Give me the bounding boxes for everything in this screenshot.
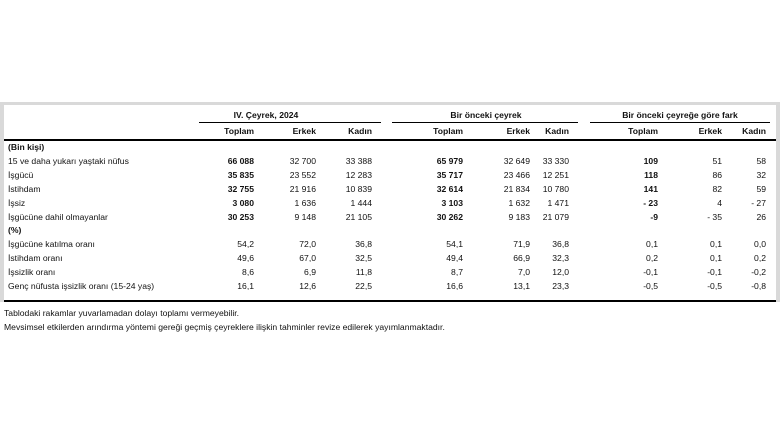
table-cell: 8,6 <box>242 267 254 277</box>
table-cell: 32 614 <box>436 184 463 194</box>
table-cell: -0,1 <box>707 267 722 277</box>
table-cell: 49,6 <box>237 253 254 263</box>
table-cell: 16,1 <box>237 281 254 291</box>
table-cell: 10 839 <box>345 184 372 194</box>
row-label: İşgücü <box>8 170 34 180</box>
row-label: İşsiz <box>8 198 26 208</box>
table-cell: 6,9 <box>304 267 316 277</box>
table-cell: 1 471 <box>547 198 569 208</box>
subheader-male-3: Erkek <box>698 126 722 136</box>
table-cell: 32,5 <box>355 253 372 263</box>
table-cell: - 35 <box>707 212 722 222</box>
subheader-male-1: Erkek <box>292 126 316 136</box>
table-cell: 1 444 <box>350 198 372 208</box>
table-cell: - 23 <box>643 198 658 208</box>
table-cell: -0,5 <box>707 281 722 291</box>
table-cell: 26 <box>756 212 766 222</box>
table-cell: 66 088 <box>227 156 254 166</box>
table-cell: 141 <box>643 184 658 194</box>
table-cell: 1 636 <box>294 198 316 208</box>
subheader-female-1: Kadın <box>348 126 372 136</box>
row-label: 15 ve daha yukarı yaştaki nüfus <box>8 156 129 166</box>
table-cell: 32 649 <box>503 156 530 166</box>
group-underline-previous <box>392 122 578 123</box>
left-band <box>0 102 4 302</box>
table-cell: 22,5 <box>355 281 372 291</box>
table-cell: -9 <box>650 212 658 222</box>
note-revision: Mevsimsel etkilerden arındırma yöntemi gereği geçmiş çeyreklere ilişkin tahminler revize edilerek yayımlanmaktadır. <box>4 322 445 332</box>
table-cell: 30 253 <box>227 212 254 222</box>
table-cell: 32 700 <box>289 156 316 166</box>
table-cell: 13,1 <box>513 281 530 291</box>
table-cell: 72,0 <box>299 239 316 249</box>
table-cell: 33 388 <box>345 156 372 166</box>
table-cell: -0,5 <box>643 281 658 291</box>
table-cell: 32 755 <box>227 184 254 194</box>
table-cell: 59 <box>756 184 766 194</box>
row-label: İstihdam oranı <box>8 253 63 263</box>
table-cell: 36,8 <box>355 239 372 249</box>
subheader-male-2: Erkek <box>506 126 530 136</box>
table-cell: 32,3 <box>552 253 569 263</box>
group-header-current: IV. Çeyrek, 2024 <box>233 110 299 120</box>
row-label: İşgücüne katılma oranı <box>8 239 95 249</box>
footer-rule <box>4 300 776 302</box>
table-cell: 12,6 <box>299 281 316 291</box>
header-rule <box>4 139 776 141</box>
table-cell: 23 552 <box>289 170 316 180</box>
table-cell: - 27 <box>751 198 766 208</box>
table-cell: 0,1 <box>646 239 658 249</box>
table-cell: 109 <box>643 156 658 166</box>
table-cell: 0,1 <box>710 239 722 249</box>
group-underline-difference <box>590 122 770 123</box>
row-label: Genç nüfusta işsizlik oranı (15-24 yaş) <box>8 281 155 291</box>
table-cell: 65 979 <box>436 156 463 166</box>
row-label: İşgücüne dahil olmayanlar <box>8 212 108 222</box>
table-cell: 23,3 <box>552 281 569 291</box>
table-cell: 12,0 <box>552 267 569 277</box>
table-cell: 8,7 <box>451 267 463 277</box>
row-label: İşsizlik oranı <box>8 267 56 277</box>
section-percent-label: (%) <box>8 225 22 235</box>
table-cell: 9 148 <box>294 212 316 222</box>
table-cell: 10 780 <box>542 184 569 194</box>
table-cell: 16,6 <box>446 281 463 291</box>
table-cell: 12 251 <box>542 170 569 180</box>
right-band <box>776 102 780 302</box>
table-cell: 32 <box>756 170 766 180</box>
subheader-total-2: Toplam <box>433 126 463 136</box>
table-cell: 11,8 <box>355 267 372 277</box>
table-cell: 21 079 <box>542 212 569 222</box>
subheader-total-1: Toplam <box>224 126 254 136</box>
subheader-female-2: Kadın <box>545 126 569 136</box>
group-header-previous: Bir önceki çeyrek <box>450 110 522 120</box>
table-cell: -0,1 <box>643 267 658 277</box>
table-cell: 33 330 <box>542 156 569 166</box>
section-thousands-label: (Bin kişi) <box>8 142 45 152</box>
table-cell: 0,2 <box>646 253 658 263</box>
table-cell: 118 <box>644 170 658 180</box>
table-cell: -0,8 <box>751 281 766 291</box>
table-cell: 3 103 <box>441 198 463 208</box>
table-cell: 35 717 <box>436 170 463 180</box>
table-cell: 86 <box>712 170 722 180</box>
note-rounding: Tablodaki rakamlar yuvarlamadan dolayı toplamı vermeyebilir. <box>4 308 240 318</box>
table-cell: 21 916 <box>289 184 316 194</box>
table-cell: 35 835 <box>227 170 254 180</box>
table-cell: 71,9 <box>513 239 530 249</box>
table-cell: 0,2 <box>754 253 766 263</box>
table-cell: 30 262 <box>436 212 463 222</box>
group-header-difference: Bir önceki çeyreğe göre fark <box>622 110 738 120</box>
table-cell: 3 080 <box>232 198 254 208</box>
subheader-female-3: Kadın <box>742 126 766 136</box>
table-cell: 67,0 <box>299 253 316 263</box>
table-cell: 36,8 <box>552 239 569 249</box>
table-cell: 4 <box>717 198 722 208</box>
table-cell: 21 834 <box>503 184 530 194</box>
table-cell: 49,4 <box>446 253 463 263</box>
table-cell: 23 466 <box>503 170 530 180</box>
table-cell: 0,1 <box>710 253 722 263</box>
top-band <box>0 102 780 105</box>
table-cell: 82 <box>712 184 722 194</box>
table-cell: 58 <box>756 156 766 166</box>
table-cell: 12 283 <box>345 170 372 180</box>
row-label: İstihdam <box>8 184 41 194</box>
table-cell: 7,0 <box>518 267 530 277</box>
table-cell: 54,2 <box>237 239 254 249</box>
table-cell: 0,0 <box>754 239 766 249</box>
table-cell: 21 105 <box>345 212 372 222</box>
table-cell: 66,9 <box>513 253 530 263</box>
table-cell: 54,1 <box>446 239 463 249</box>
table-cell: -0,2 <box>751 267 766 277</box>
table-cell: 1 632 <box>508 198 530 208</box>
group-underline-current <box>199 122 381 123</box>
table-cell: 9 183 <box>508 212 530 222</box>
subheader-total-3: Toplam <box>628 126 658 136</box>
table-cell: 51 <box>712 156 722 166</box>
